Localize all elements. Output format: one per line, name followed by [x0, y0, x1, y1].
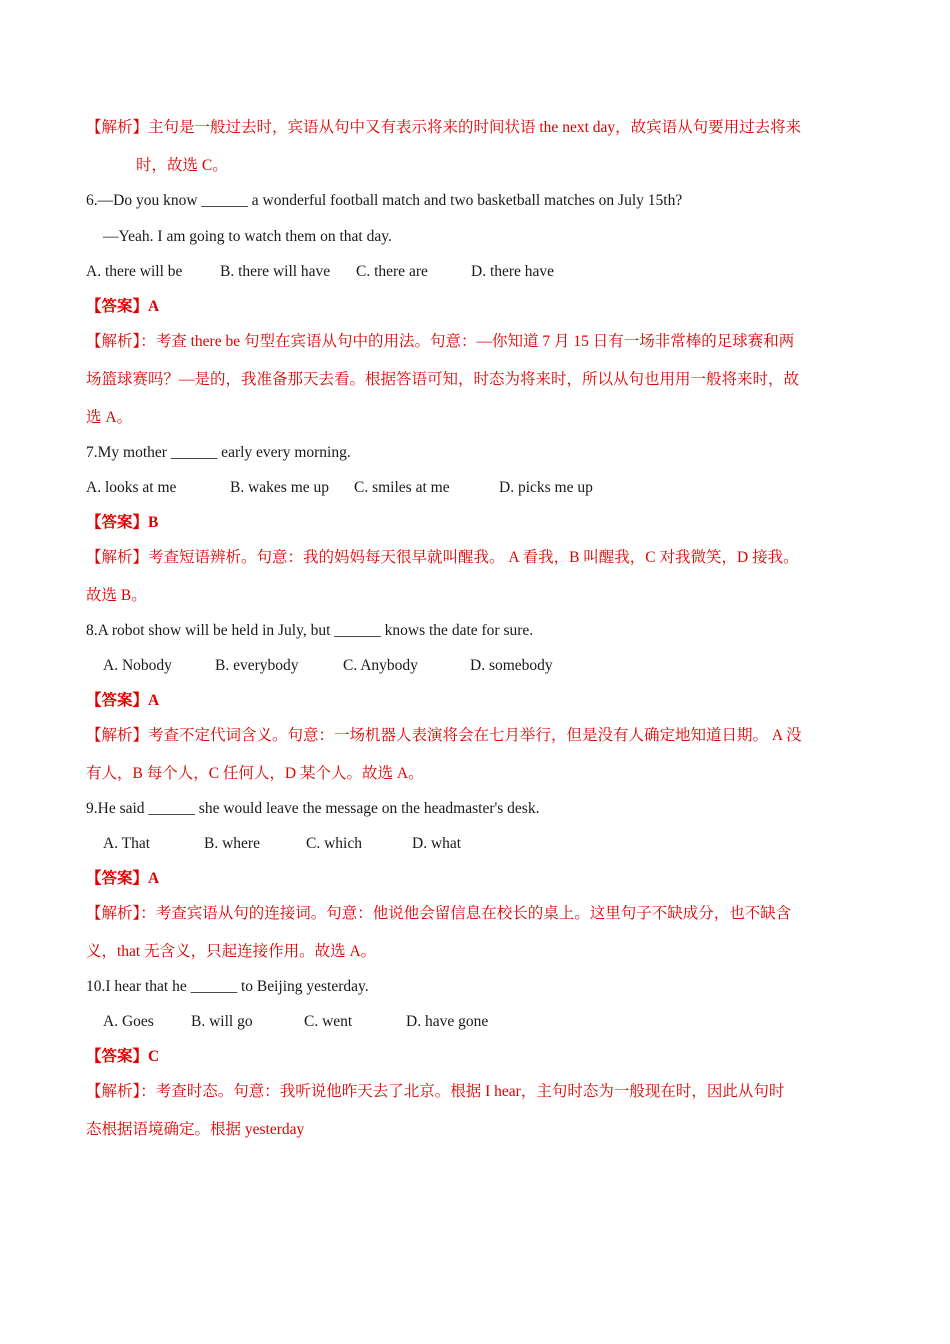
option-a: A. That	[103, 835, 151, 852]
question-stem: 6.—Do you know ______ a wonderful football match and two basketball matches on July 15th?	[86, 192, 683, 209]
question-stem-reply: —Yeah. I am going to watch them on that day.	[103, 228, 392, 245]
option-d: D. picks me up	[499, 479, 593, 496]
question-stem: 8.A robot show will be held in July, but ______ knows the date for sure.	[86, 622, 534, 639]
option-a: A. Nobody	[103, 657, 172, 674]
option-c: C. which	[306, 835, 362, 852]
option-d: D. somebody	[470, 657, 553, 674]
question-stem: 9.He said ______ she would leave the message on the headmaster's desk.	[86, 800, 540, 817]
option-c: C. there are	[356, 263, 428, 280]
analysis-line: 义，that 无含义，只起连接作用。故选 A。	[86, 943, 377, 960]
analysis-line: 有人，B 每个人，C 任何人，D 某个人。故选 A。	[86, 765, 424, 782]
analysis-line: 【解析】：考查时态。句意：我听说他昨天去了北京。根据 I hear，主句时态为一般现在时，因此从句时	[86, 1083, 785, 1100]
answer-label: 【答案】A	[86, 298, 160, 315]
option-c: C. went	[304, 1013, 353, 1030]
prev-analysis-line: 时，故选 C。	[136, 157, 228, 174]
analysis-line: 【解析】考查短语辨析。句意：我的妈妈每天很早就叫醒我。 A 看我，B 叫醒我，C 对我微笑，D 接我。	[86, 549, 799, 566]
question-stem: 7.My mother ______ early every morning.	[86, 444, 351, 461]
option-c: C. smiles at me	[354, 479, 450, 496]
analysis-line: 场篮球赛吗？—是的，我准备那天去看。根据答语可知，时态为将来时，所以从句也用用一般将来时，故	[86, 371, 800, 388]
question-options	[86, 262, 554, 282]
prev-analysis-line: 【解析】主句是一般过去时，宾语从句中又有表示将来的时间状语 the next day，故宾语从句要用过去将来	[86, 119, 802, 136]
option-b: B. wakes me up	[230, 479, 330, 496]
question-stem: 10.I hear that he ______ to Beijing yesterday.	[86, 978, 369, 995]
answer-label: 【答案】A	[86, 692, 160, 709]
option-b: B. where	[204, 835, 260, 852]
analysis-line: 故选 B。	[86, 587, 147, 604]
option-b: B. there will have	[220, 263, 331, 280]
option-d: D. have gone	[406, 1013, 489, 1030]
question-options	[103, 834, 461, 854]
answer-label: 【答案】B	[86, 514, 159, 531]
option-a: A. there will be	[86, 263, 183, 280]
answer-label: 【答案】A	[86, 870, 160, 887]
analysis-line: 【解析】：考查 there be 句型在宾语从句中的用法。句意：—你知道 7 月 15 日有一场非常棒的足球赛和两	[86, 333, 795, 350]
analysis-line: 态根据语境确定。根据 yesterday	[86, 1121, 305, 1138]
option-c: C. Anybody	[343, 657, 418, 674]
option-b: B. will go	[191, 1013, 253, 1030]
question-options	[103, 1012, 488, 1032]
option-b: B. everybody	[215, 657, 299, 674]
analysis-line: 【解析】：考查宾语从句的连接词。句意：他说他会留信息在校长的桌上。这里句子不缺成分，也不缺含	[86, 905, 792, 922]
option-a: A. looks at me	[86, 479, 177, 496]
answer-label: 【答案】C	[86, 1048, 160, 1065]
option-a: A. Goes	[103, 1013, 154, 1030]
option-d: D. there have	[471, 263, 555, 280]
analysis-line: 选 A。	[86, 409, 133, 426]
question-options	[86, 478, 593, 498]
question-options	[103, 656, 553, 676]
option-d: D. what	[412, 835, 462, 852]
analysis-line: 【解析】考查不定代词含义。句意：一场机器人表演将会在七月举行，但是没有人确定地知道日期。 A 没	[86, 727, 802, 744]
